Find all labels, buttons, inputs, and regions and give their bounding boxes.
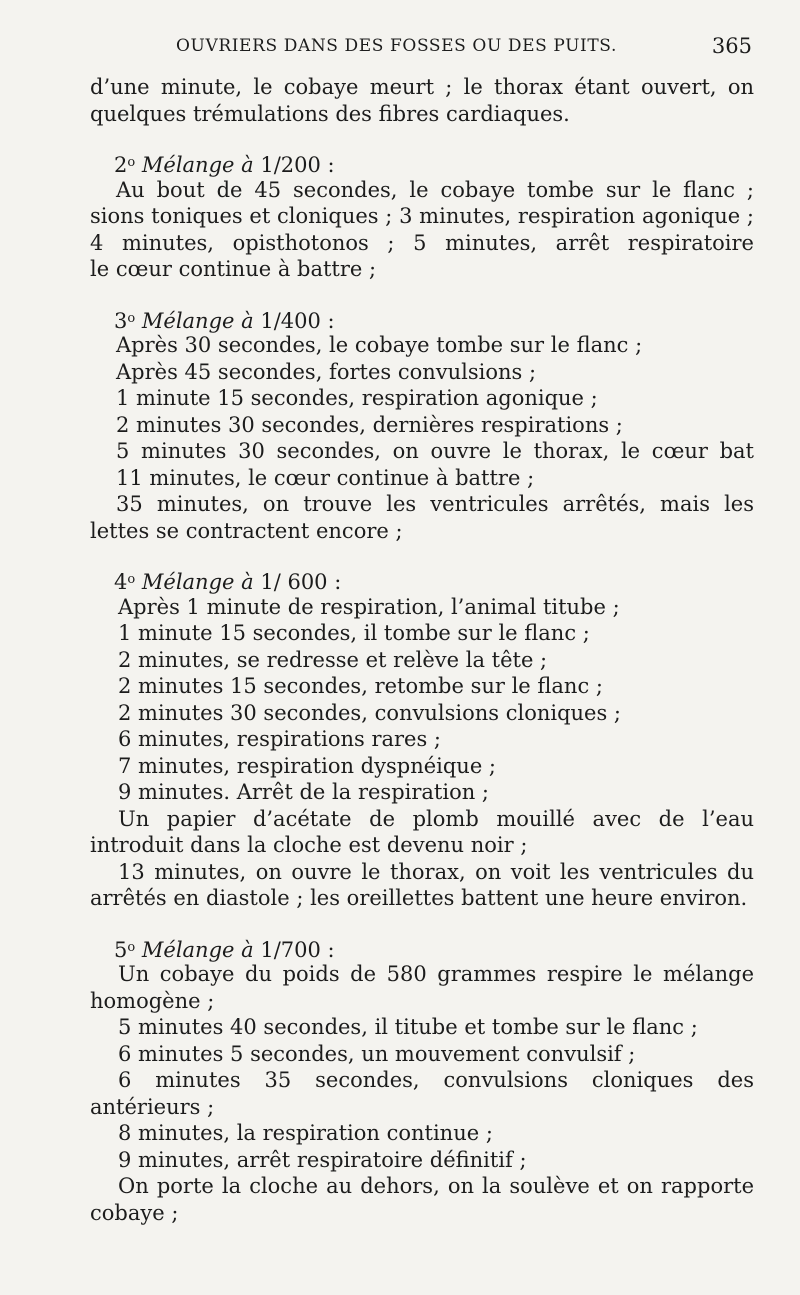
text-line: 4 minutes, opisthotonos ; 5 minutes, arrêt respiratoire [90, 230, 754, 255]
text-line: arrêtés en diastole ; les oreillettes battent une heure environ. [90, 886, 748, 910]
text-line: 8 minutes, la respiration continue ; [118, 1121, 493, 1145]
text-line: 9 minutes. Arrêt de la respiration ; [118, 780, 489, 804]
text-line: 13 minutes, on ouvre le thorax, on voit les ventricules du [118, 859, 754, 884]
text-line: 1 minute 15 secondes, il tombe sur le flanc ; [118, 621, 590, 645]
text-line: quelques trémulations des fibres cardiaques. [90, 101, 570, 126]
text-line: Un cobaye du poids de 580 grammes respire le mélange [118, 962, 754, 986]
text-line: Après 1 minute de respiration, l’animal titube ; [118, 594, 620, 619]
page-body [90, 74, 754, 1226]
text-line: Au bout de 45 secondes, le cobaye tombe sur le flanc ; [116, 177, 754, 202]
text-line: 2 minutes 15 secondes, retombe sur le flanc ; [118, 674, 603, 698]
text-line: d’une minute, le cobaye meurt ; le thorax étant ouvert, on [90, 75, 754, 99]
text-line: 1 minute 15 secondes, respiration agonique ; [116, 386, 598, 410]
text-line: 6 minutes, respirations rares ; [118, 727, 441, 751]
text-line: Un papier d’acétate de plomb mouillé avec de l’eau [118, 806, 754, 831]
page-number: 365 [711, 34, 752, 58]
text-line: antérieurs ; [90, 1094, 215, 1119]
section-heading-3: 3$^o$ Mélange à 1/400 : [114, 308, 335, 333]
text-line: Après 45 secondes, fortes convulsions ; [116, 359, 537, 384]
text-line: 6 minutes 5 secondes, un mouvement convulsif ; [118, 1041, 636, 1066]
text-line: cobaye ; [90, 1200, 179, 1225]
text-line: 5 minutes 30 secondes, on ouvre le thorax, le cœur bat [116, 439, 754, 463]
running-head: OUVRIERS DANS DES FOSSES OU DES PUITS. [176, 36, 617, 56]
section-heading-4: 4$^o$ Mélange à 1/ 600 : [114, 570, 342, 594]
text-line: le cœur continue à battre ; [90, 257, 377, 281]
text-line: Après 30 secondes, le cobaye tombe sur le flanc ; [116, 333, 643, 357]
text-line: sions toniques et cloniques ; 3 minutes, respiration agonique ; [90, 204, 754, 228]
text-line: 2 minutes, se redresse et relève la tête ; [118, 647, 548, 672]
section-heading-5: 5$^o$ Mélange à 1/700 : [114, 937, 335, 962]
text-line: homogène ; [90, 988, 215, 1013]
text-line: lettes se contractent encore ; [90, 518, 403, 543]
text-line: 6 minutes 35 secondes, convulsions cloniques des [118, 1068, 754, 1092]
page-header [0, 36, 800, 62]
text-line: 2 minutes 30 secondes, convulsions cloniques ; [118, 700, 621, 725]
text-line: 9 minutes, arrêt respiratoire définitif ; [118, 1147, 527, 1172]
text-line: introduit dans la cloche est devenu noir ; [90, 833, 528, 857]
section-heading-2: 2$^o$ Mélange à 1/200 : [114, 153, 335, 177]
text-line: 7 minutes, respiration dyspnéique ; [118, 753, 497, 778]
text-line: 11 minutes, le cœur continue à battre ; [116, 465, 535, 490]
text-line: 35 minutes, on trouve les ventricules arrêtés, mais les [116, 492, 754, 516]
text-line: 2 minutes 30 secondes, dernières respirations ; [116, 412, 623, 437]
text-line: On porte la cloche au dehors, on la soulève et on rapporte [118, 1174, 754, 1198]
text-line: 5 minutes 40 secondes, il titube et tombe sur le flanc ; [118, 1015, 698, 1039]
